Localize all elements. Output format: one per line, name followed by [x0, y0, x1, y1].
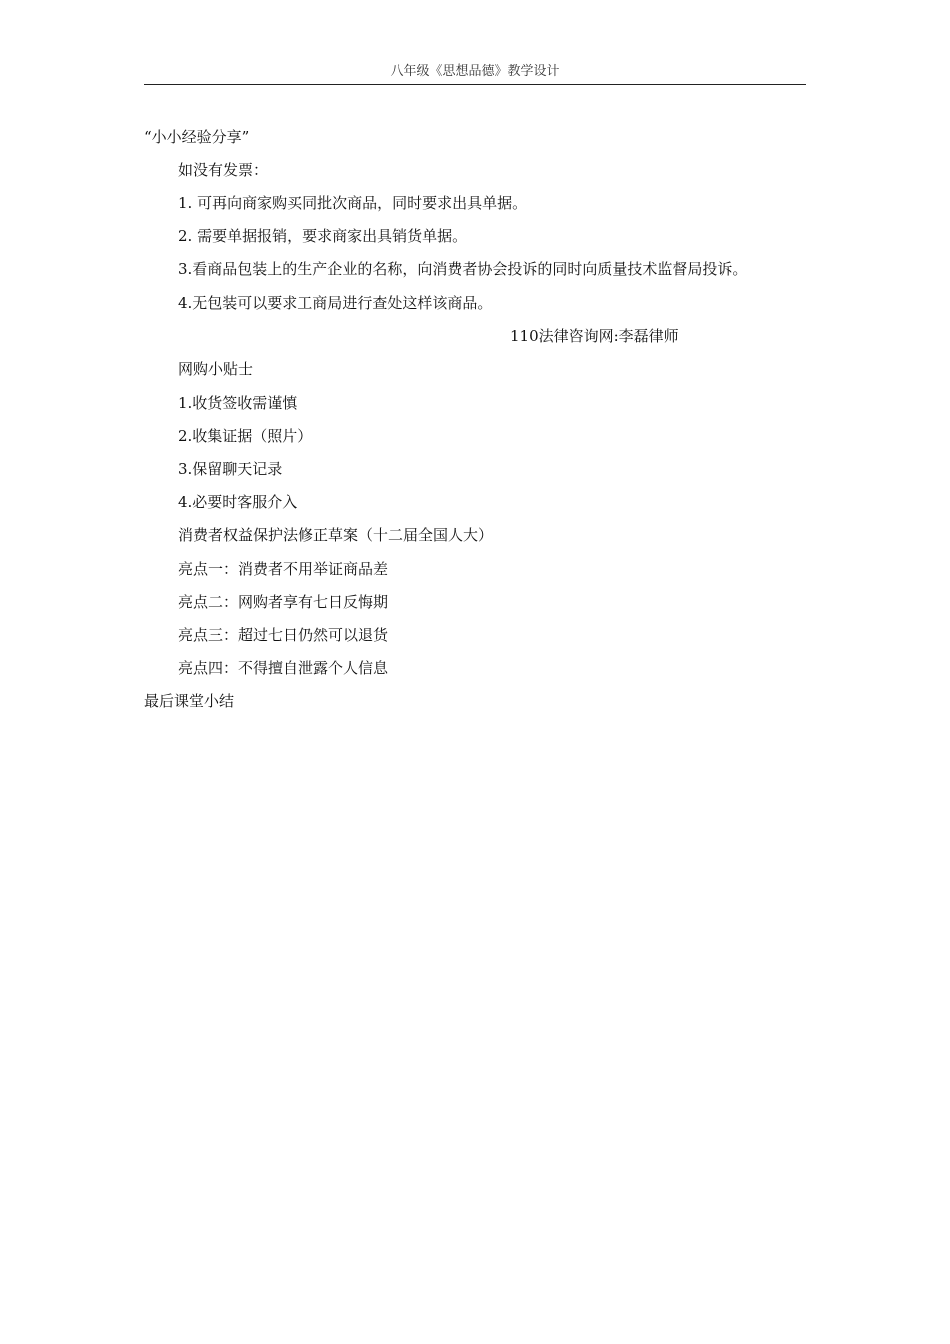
no-invoice-item-1: 1. 可再向商家购买同批次商品，同时要求出具单据。	[178, 194, 528, 212]
highlight-1: 亮点一：消费者不用举证商品差	[178, 560, 389, 578]
tip-item-2: 2.收集证据（照片）	[178, 427, 313, 445]
tips-heading: 网购小贴士	[178, 360, 254, 378]
highlight-3: 亮点三：超过七日仍然可以退货	[178, 626, 389, 644]
closing-line: 最后课堂小结	[144, 692, 235, 710]
no-invoice-item-3: 3.看商品包装上的生产企业的名称，向消费者协会投诉的同时向质量技术监督局投诉。	[178, 260, 748, 278]
highlight-4: 亮点四：不得擅自泄露个人信息	[178, 659, 389, 677]
tip-item-4: 4.必要时客服介入	[178, 493, 298, 511]
tip-item-1: 1.收货签收需谨慎	[178, 394, 298, 412]
section-title: “小小经验分享”	[144, 128, 250, 146]
highlight-2: 亮点二：网购者享有七日反悔期	[178, 593, 389, 611]
source-note: 110法律咨询网:李磊律师	[510, 327, 679, 345]
law-heading: 消费者权益保护法修正草案（十二届全国人大）	[178, 526, 494, 544]
no-invoice-heading: 如没有发票：	[178, 161, 269, 179]
page-header	[144, 62, 806, 85]
no-invoice-item-4: 4.无包装可以要求工商局进行查处这样该商品。	[178, 294, 493, 312]
header-title: 八年级《思想品德》教学设计	[390, 64, 560, 79]
no-invoice-item-2: 2. 需要单据报销，要求商家出具销货单据。	[178, 227, 468, 245]
tip-item-3: 3.保留聊天记录	[178, 460, 283, 478]
